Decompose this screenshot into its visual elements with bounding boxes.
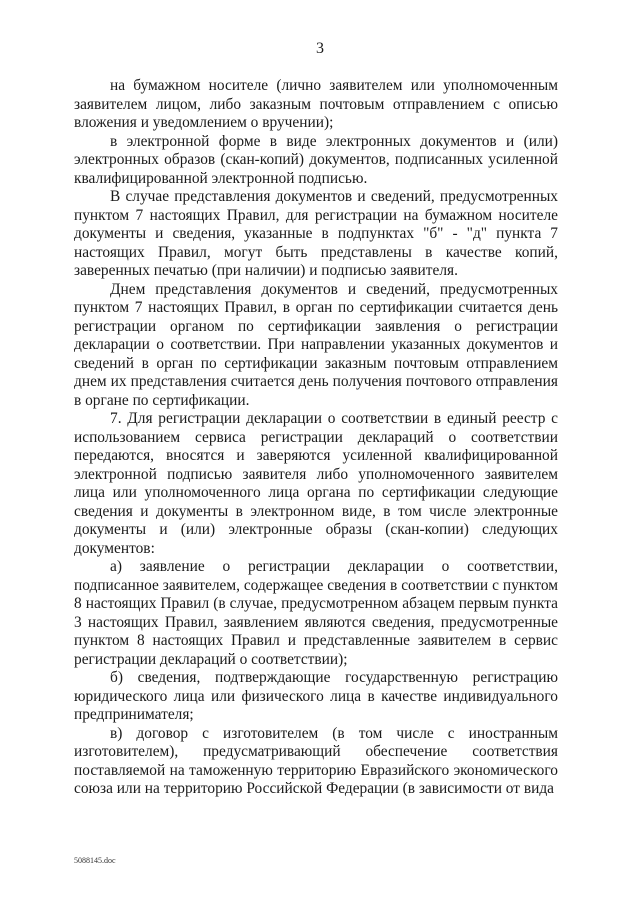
paragraph-item-7: 7. Для регистрации декларации о соответствии в единый реестр с использованием сервиса регистрации деклараций о соответствии передаются, вносятся и заверяются усиленной квалифицированной электронной подписью заявителя либо уполномоченного заявителем лица или уполномоченного лица органа по сертификации следующие сведения и документы в электронном виде, в том числе электронные документы и (или) электронные образы (скан-копии) следующих документов: [74, 410, 558, 557]
paragraph-subitem-a: а) заявление о регистрации декларации о соответствии, подписанное заявителем, содержащее сведения в соответствии с пунктом 8 настоящих Правил (в случае, предусмотренном абзацем первым пункта 3 настоящих Правил, заявлением являются сведения, предусмотренные пунктом 8 настоящих Правил и представленные заявителем в сервис регистрации деклараций о соответствии); [74, 558, 558, 668]
document-body [74, 77, 558, 799]
paragraph-subitem-b: б) сведения, подтверждающие государственную регистрацию юридического лица или физического лица в качестве индивидуального предпринимателя; [74, 669, 558, 723]
document-code: 5088145.doc [74, 856, 116, 865]
paragraph-paper-copies: В случае представления документов и сведений, предусмотренных пунктом 7 настоящих Правил, для регистрации на бумажном носителе документы и сведения, указанные в подпунктах "б" - "д" пункта 7 настоящих Правил, могут быть представлены в качестве копий, заверенных печатью (при наличии) и подписью заявителя. [74, 188, 558, 279]
paragraph-submission-date: Днем представления документов и сведений, предусмотренных пунктом 7 настоящих Правил, в орган по сертификации считается день регистрации органом по сертификации заявления о регистрации декларации о соответствии. При направлении указанных документов и сведений в орган по сертификации заказным почтовым отправлением днем их представления считается день получения почтового отправления в органе по сертификации. [74, 280, 558, 409]
paragraph-paper-submission: на бумажном носителе (лично заявителем или уполномоченным заявителем лицом, либо заказным почтовым отправлением с описью вложения и уведомлением о вручении); [74, 77, 558, 131]
page-number: 3 [316, 40, 324, 57]
paragraph-electronic-submission: в электронной форме в виде электронных документов и (или) электронных образов (скан-копий) документов, подписанных усиленной квалифицированной электронной подписью. [74, 132, 558, 187]
paragraph-subitem-v: в) договор с изготовителем (в том числе с иностранным изготовителем), предусматривающий обеспечение соответствия поставляемой на таможенную территорию Евразийского экономического союза или на территорию Российской Федерации (в зависимости от вида [74, 724, 558, 797]
